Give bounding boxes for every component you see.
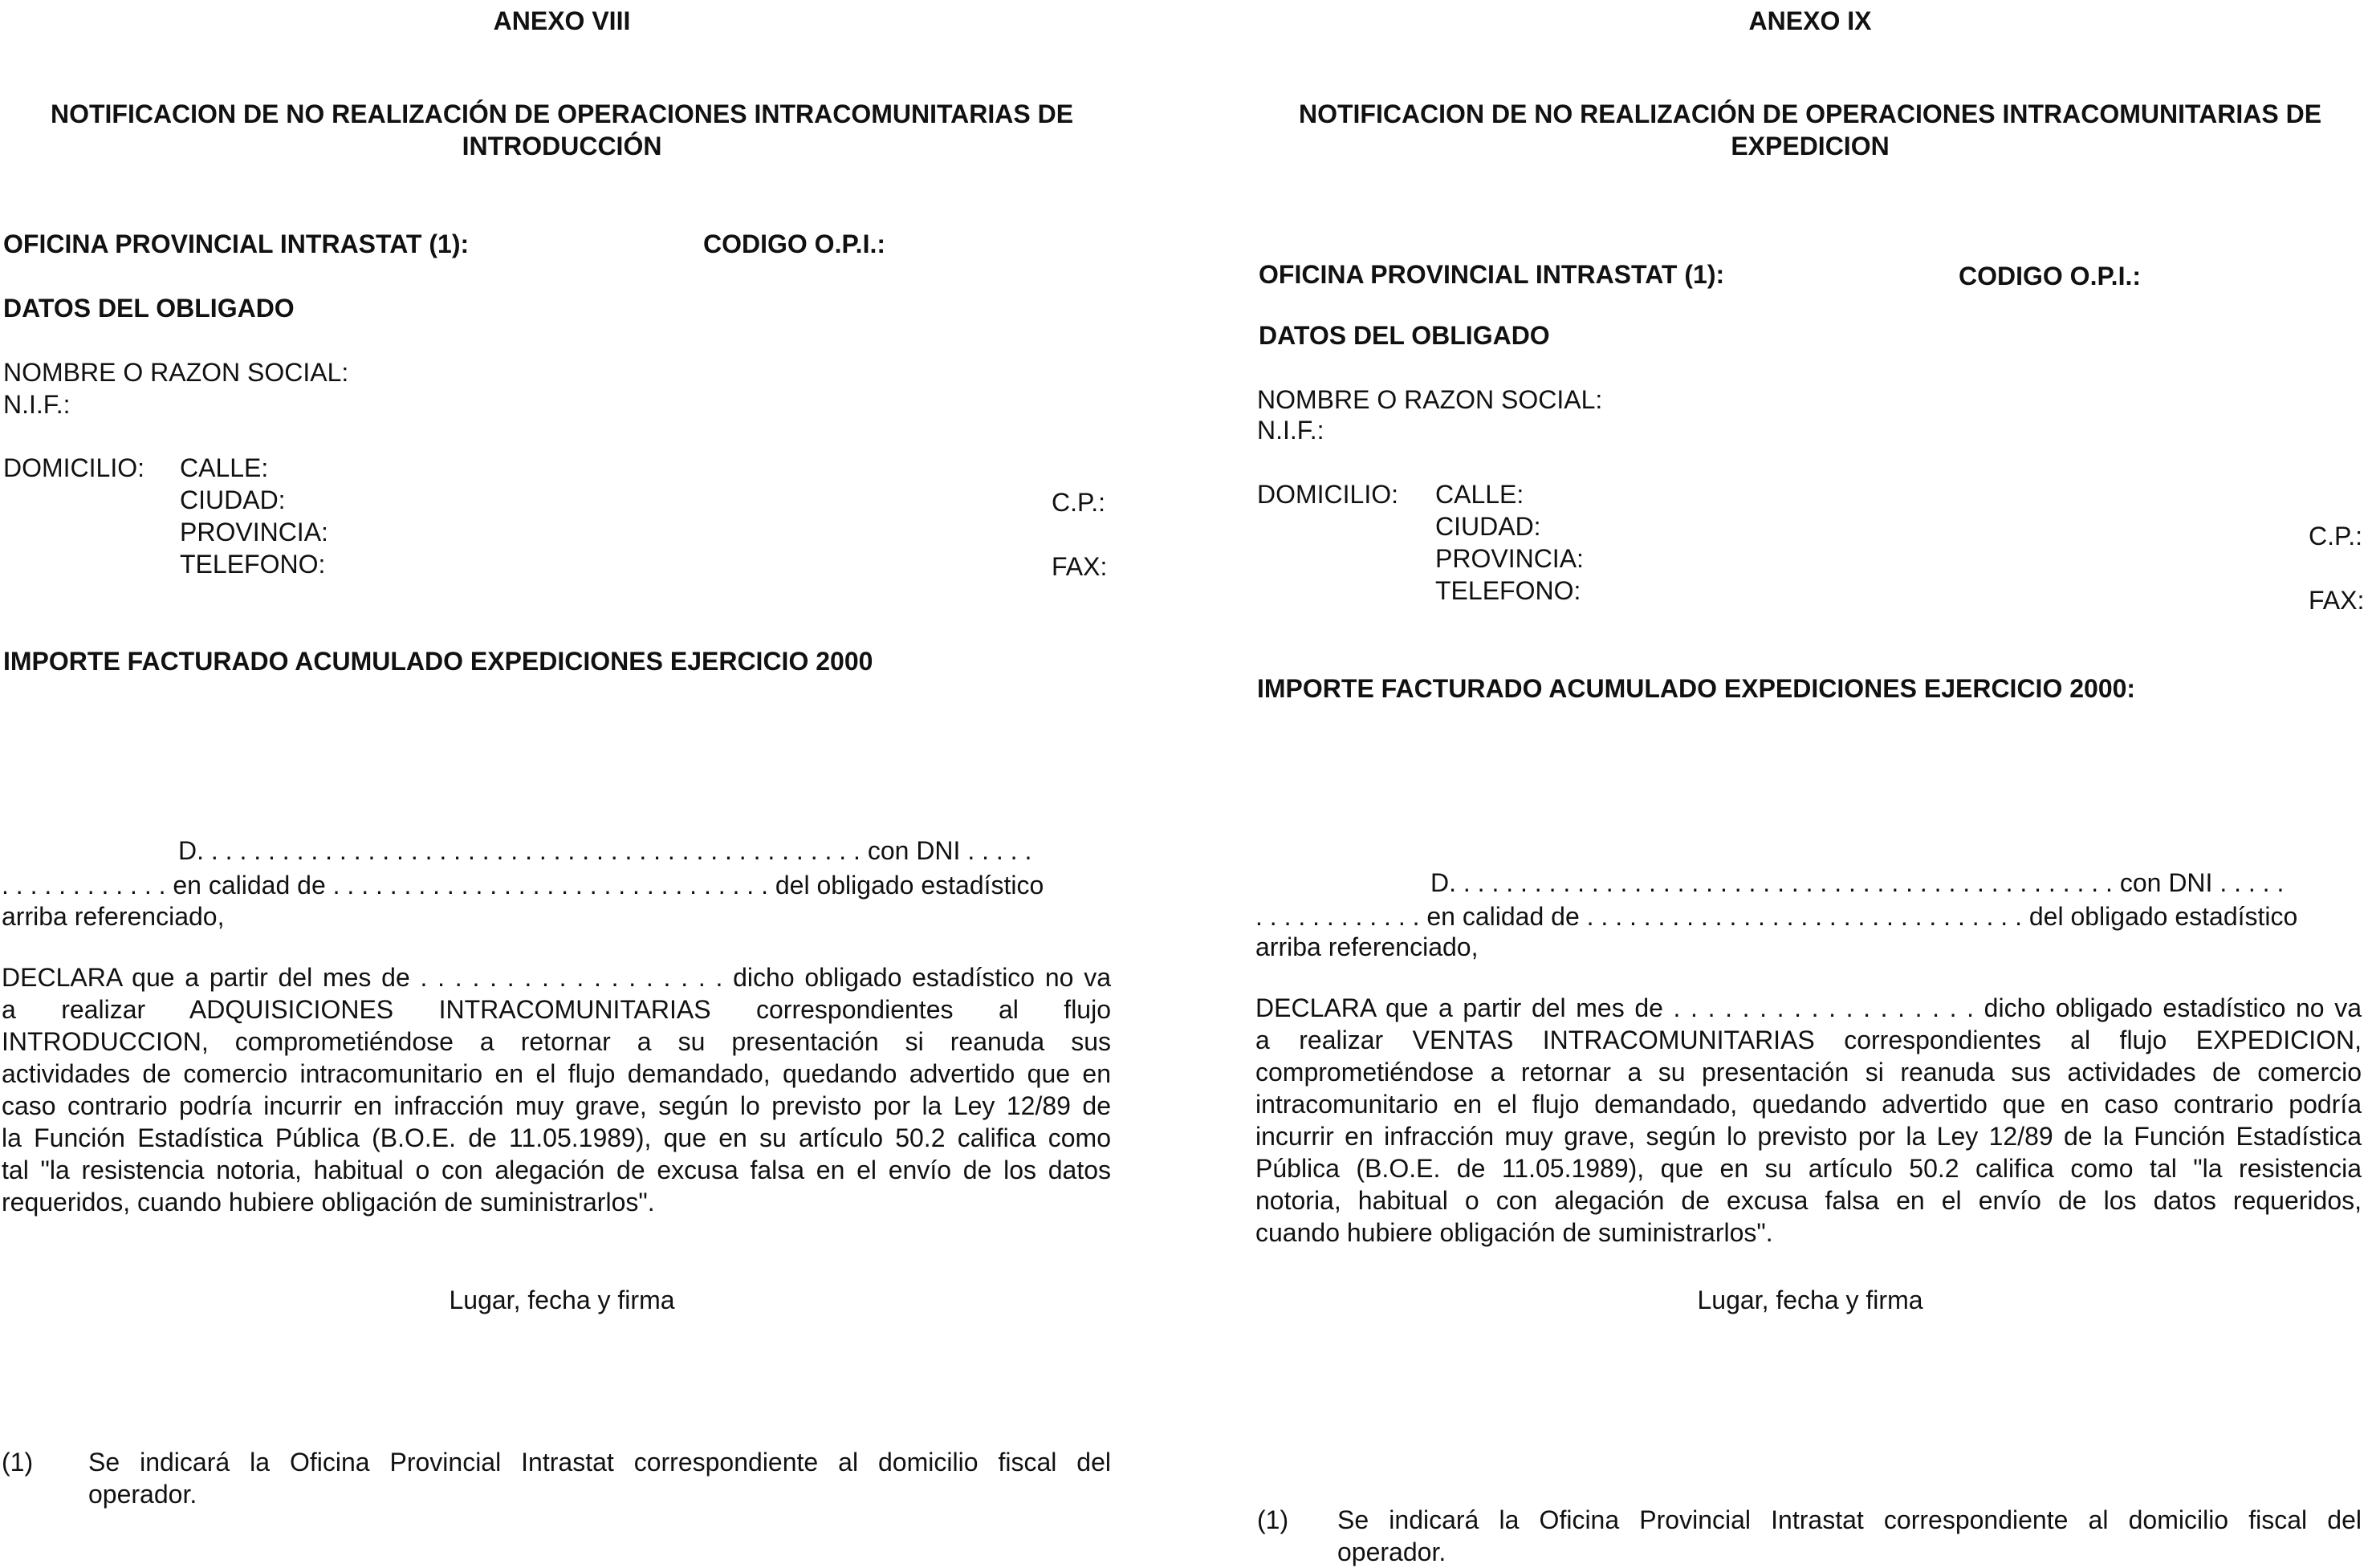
form-title-line-2: INTRODUCCIÓN [462,132,662,160]
declaration-line: requeridos, cuando hubiere obligación de suministrarlos". [2,1188,655,1217]
ciudad-label: CIUDAD: [180,485,286,514]
declaration-line: la Función Estadística Pública (B.O.E. de 11.05.1989), que en su artículo 50.2 califica como [2,1123,1111,1152]
signature-line: Lugar, fecha y firma [449,1286,675,1314]
declarant-line-1: D. . . . . . . . . . . . . . . . . . . . . . . . . . . . . . . . . . . . . . . . . . . . . . . con DNI . . . . . [1430,868,2285,897]
nif-label: N.I.F.: [3,390,71,419]
declaration-line: incurrir en infracción muy grave, según lo previsto por la Ley 12/89 de la Función Estadística [1255,1122,2362,1151]
declarant-line-1: D. . . . . . . . . . . . . . . . . . . . . . . . . . . . . . . . . . . . . . . . . . . . . . . con DNI . . . . . [178,836,1032,865]
form-title-line-1: NOTIFICACION DE NO REALIZACIÓN DE OPERACIONES INTRACOMUNITARIAS DE [1298,100,2322,128]
footnote-line: operador. [88,1480,197,1509]
oficina-label: OFICINA PROVINCIAL INTRASTAT (1): [1259,260,1725,289]
declaration-paragraph [1255,992,2362,1249]
form-title [0,98,1124,162]
declaration-line: intracomunitario en el flujo demandado, quedando advertido que en caso contrario podría [1255,1090,2362,1119]
cp-label: C.P.: [1052,488,1105,517]
declaration-line: a realizar ADQUISICIONES INTRACOMUNITARIAS correspondientes al flujo [2,995,1111,1024]
declaration-line: DECLARA que a partir del mes de . . . . . . . . . . . . . . . . . . dicho obligado estadístico no va [1255,993,2362,1022]
telefono-label: TELEFONO: [180,550,326,579]
declaration-line: cuando hubiere obligación de suministrarlos". [1255,1218,1773,1247]
nif-label: N.I.F.: [1257,416,1324,445]
domicilio-label: DOMICILIO: [3,453,145,482]
annex-heading: ANEXO IX [1748,6,1872,35]
nombre-label: NOMBRE O RAZON SOCIAL: [1257,385,1603,414]
form-title [1252,98,2368,162]
codigo-label: CODIGO O.P.I.: [703,230,885,258]
declaration-line: actividades de comercio intracomunitario en el flujo demandado, quedando advertido que en [2,1059,1111,1088]
ciudad-label: CIUDAD: [1435,512,1541,541]
telefono-label: TELEFONO: [1435,576,1581,605]
declaration-line: caso contrario podría incurrir en infracción muy grave, según lo previsto por la Ley 12/89 de [2,1091,1111,1120]
declarant-line-3: arriba referenciado, [1255,932,1479,961]
domicilio-label: DOMICILIO: [1257,480,1399,509]
declarant-line-3: arriba referenciado, [2,902,225,931]
declaration-line: INTRODUCCION, comprometiéndose a retornar a su presentación si reanuda sus [2,1027,1111,1056]
annex-heading: ANEXO VIII [493,6,631,35]
footnote-text [88,1446,1111,1510]
declarant-line-2: . . . . . . . . . . . . en calidad de . . . . . . . . . . . . . . . . . . . . . . . . . . . . . . . del obligado estadístico [2,871,1044,900]
declaration-line: a realizar VENTAS INTRACOMUNITARIAS correspondientes al flujo EXPEDICION, [1255,1026,2362,1054]
form-title-line-1: NOTIFICACION DE NO REALIZACIÓN DE OPERACIONES INTRACOMUNITARIAS DE [50,100,1074,128]
provincia-label: PROVINCIA: [1435,544,1584,573]
footnote-line: Se indicará la Oficina Provincial Intrastat correspondiente al domicilio fiscal del [88,1448,1111,1477]
footnote-line: Se indicará la Oficina Provincial Intrastat correspondiente al domicilio fiscal del [1337,1505,2362,1534]
footnote-number: (1) [2,1448,34,1477]
footnote-line: operador. [1337,1538,1446,1566]
importe-heading: IMPORTE FACTURADO ACUMULADO EXPEDICIONES EJERCICIO 2000 [3,647,873,676]
declaration-line: notoria, habitual o con alegación de excusa falsa en el envío de los datos requeridos, [1255,1186,2362,1215]
fax-label: FAX: [2309,586,2365,615]
cp-label: C.P.: [2309,522,2362,550]
annex-ix-page [1252,0,2368,1564]
nombre-label: NOMBRE O RAZON SOCIAL: [3,358,349,387]
form-title-line-2: EXPEDICION [1731,132,1890,160]
declaration-paragraph [2,961,1111,1218]
declaration-line: comprometiéndose a retornar a su presentación si reanuda sus actividades de comercio [1255,1058,2362,1087]
footnote-text [1337,1504,2362,1568]
codigo-label: CODIGO O.P.I.: [1959,262,2141,290]
declaration-line: tal "la resistencia notoria, habitual o con alegación de excusa falsa en el envío de los datos [2,1156,1111,1184]
fax-label: FAX: [1052,552,1108,581]
declaration-line: Pública (B.O.E. de 11.05.1989), que en su artículo 50.2 califica como tal "la resistencia [1255,1154,2362,1183]
calle-label: CALLE: [180,453,269,482]
signature-line: Lugar, fecha y firma [1697,1286,1923,1314]
footnote-number: (1) [1257,1505,1289,1534]
provincia-label: PROVINCIA: [180,518,328,546]
datos-heading: DATOS DEL OBLIGADO [3,294,295,323]
oficina-label: OFICINA PROVINCIAL INTRASTAT (1): [3,230,470,258]
declarant-line-2: . . . . . . . . . . . . en calidad de . . . . . . . . . . . . . . . . . . . . . . . . . . . . . . . del obligado estadístico [1255,902,2298,931]
annex-viii-page [0,0,1124,1564]
importe-heading: IMPORTE FACTURADO ACUMULADO EXPEDICIONES EJERCICIO 2000: [1257,674,2136,703]
datos-heading: DATOS DEL OBLIGADO [1259,321,1550,350]
declaration-line: DECLARA que a partir del mes de . . . . . . . . . . . . . . . . . . dicho obligado estadístico no va [2,963,1111,992]
calle-label: CALLE: [1435,480,1524,509]
